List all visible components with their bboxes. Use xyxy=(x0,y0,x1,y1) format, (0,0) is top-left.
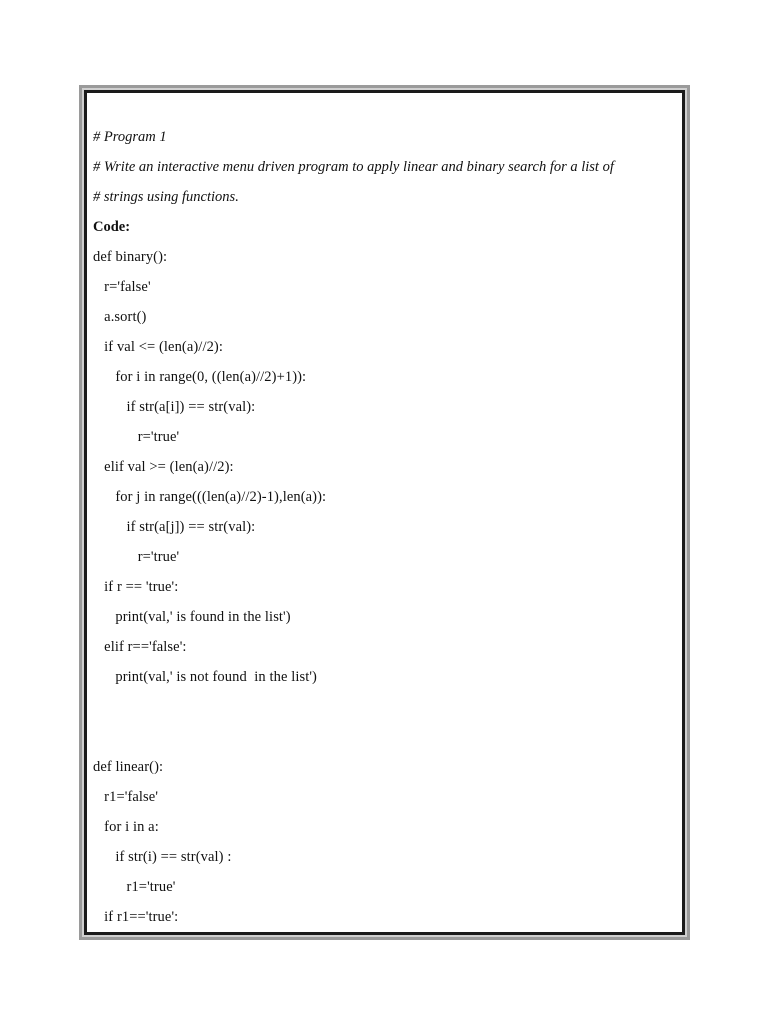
code-line: if val <= (len(a)//2): xyxy=(93,339,223,355)
code-line: r1='false' xyxy=(93,789,159,805)
code-line: a.sort() xyxy=(93,309,147,325)
code-line: elif r=='false': xyxy=(93,639,187,655)
code-line: for i in a: xyxy=(93,819,159,835)
code-line: for i in range(0, ((len(a)//2)+1)): xyxy=(93,369,307,385)
code-line: print(val,' is not found in the list') xyxy=(93,669,317,685)
code-line: if str(a[j]) == str(val): xyxy=(93,519,256,535)
code-line: r='true' xyxy=(93,429,180,445)
code-line: if r == 'true': xyxy=(93,579,179,595)
code-line: print(val,' is found in the list') xyxy=(93,609,291,625)
comment-line-program-number: # Program 1 xyxy=(93,129,167,145)
code-line: if str(i) == str(val) : xyxy=(93,849,232,865)
code-line: if r1=='true': xyxy=(93,909,179,925)
code-heading: Code: xyxy=(93,219,131,235)
code-line: def linear(): xyxy=(93,759,164,775)
comment-line-task-description: # Write an interactive menu driven program to apply linear and binary search for a list of xyxy=(93,159,614,175)
code-line: r1='true' xyxy=(93,879,176,895)
code-line: elif val >= (len(a)//2): xyxy=(93,459,234,475)
page-border-inner xyxy=(84,90,685,935)
page-border-outer xyxy=(79,85,690,940)
code-line: if str(a[i]) == str(val): xyxy=(93,399,256,415)
code-line: r='true' xyxy=(93,549,180,565)
code-line: for j in range(((len(a)//2)-1),len(a)): xyxy=(93,489,327,505)
code-line: def binary(): xyxy=(93,249,168,265)
comment-line-task-continuation: # strings using functions. xyxy=(93,189,239,205)
code-line: r='false' xyxy=(93,279,151,295)
